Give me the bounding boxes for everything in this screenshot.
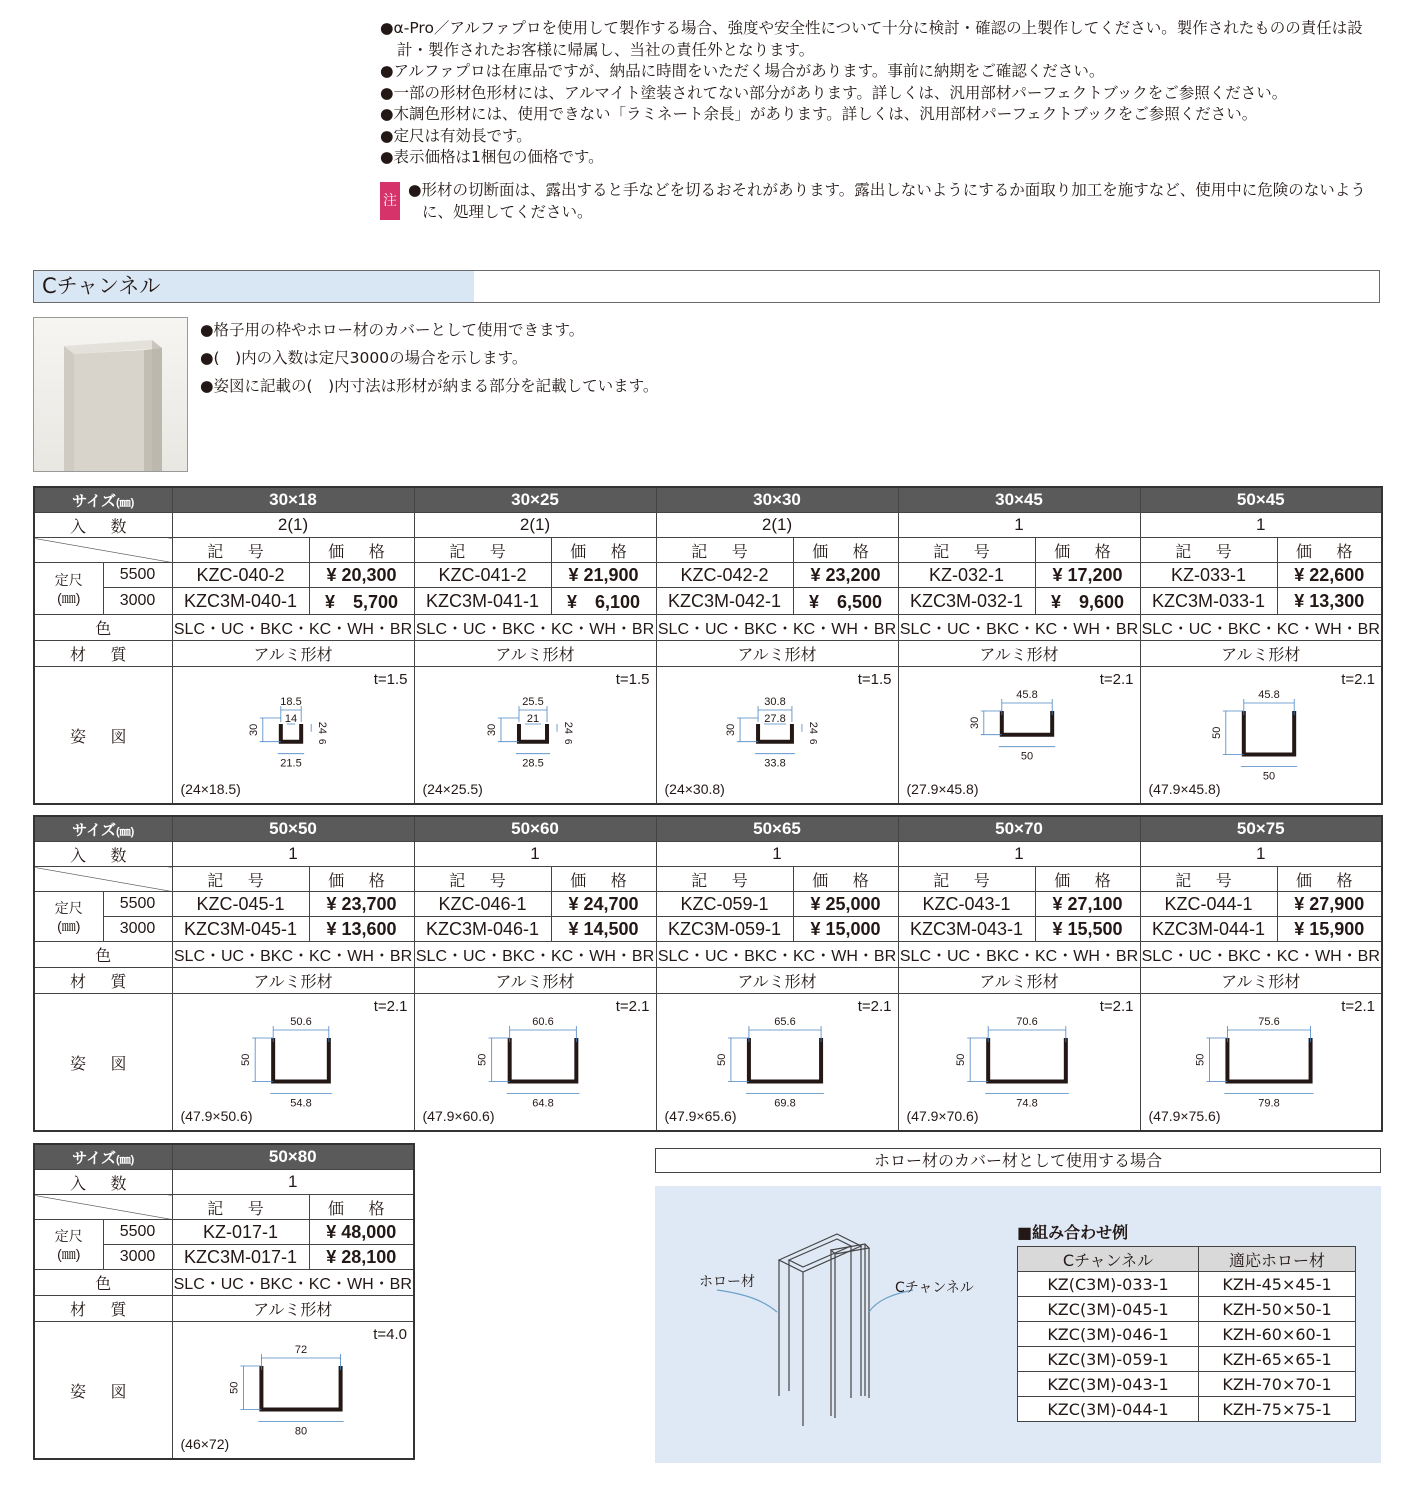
code-header: 記 号 [1140, 538, 1277, 563]
dim-top: 70.6 [1015, 1016, 1038, 1028]
teishaku-unit: (㎜) [57, 589, 81, 606]
combo-cell: KZC(3M)-046-1 [1018, 1322, 1199, 1347]
combo-cell: KZC(3M)-043-1 [1018, 1372, 1199, 1397]
product-price: ¥ 27,100 [1035, 892, 1140, 917]
material-value: アルミ形材 [172, 641, 414, 667]
qty-value: 1 [1140, 513, 1382, 538]
intro-line: ●( )内の入数は定尺3000の場合を示します。 [200, 349, 528, 367]
thickness: t=1.5 [615, 671, 650, 688]
qty-value: 1 [898, 513, 1140, 538]
product-price: ¥ 27,900 [1277, 892, 1382, 917]
note-line: ●一部の形材色形材には、アルマイト塗装されてない部分があります。詳しくは、汎用部材パーフェクトブックをご参照ください。 [380, 83, 1288, 102]
material-value: アルミ形材 [898, 968, 1140, 994]
product-code: KZC3M-059-1 [656, 917, 793, 942]
dim-height: 50 [954, 1053, 967, 1066]
size-value: 50×70 [898, 816, 1140, 842]
dim-bottom: 50 [1020, 750, 1033, 763]
spec-table [33, 1143, 415, 1460]
size-value: 30×25 [414, 487, 656, 513]
size-value: 50×50 [172, 816, 414, 842]
combo-row [1018, 1397, 1356, 1422]
size-value: 30×18 [172, 487, 414, 513]
product-price: ¥ 23,700 [309, 892, 414, 917]
inner-dimension-note: (24×30.8) [664, 781, 725, 797]
color-value: SLC・UC・BKC・KC・WH・BR [898, 942, 1140, 968]
size-value: 30×45 [898, 487, 1140, 513]
thickness: t=2.1 [1099, 671, 1134, 688]
size-label [34, 1144, 172, 1170]
code-header: 記 号 [898, 538, 1035, 563]
qty-value: 1 [414, 842, 656, 867]
section-title: Cチャンネル [34, 271, 474, 302]
material-label: 材 質 [34, 1296, 172, 1322]
profile-figure [172, 994, 414, 1132]
dim-top: 75.6 [1257, 1016, 1280, 1028]
price-header: 価 格 [1277, 867, 1382, 892]
product-code: KZ-032-1 [898, 563, 1035, 588]
color-value: SLC・UC・BKC・KC・WH・BR [1140, 615, 1382, 641]
product-code: KZC3M-032-1 [898, 588, 1035, 615]
teishaku-text: 定尺 [54, 1227, 83, 1244]
inner-dimension-note: (24×18.5) [180, 781, 241, 797]
qty-value: 2(1) [656, 513, 898, 538]
product-code: KZC3M-045-1 [172, 917, 309, 942]
corner-cell [34, 867, 172, 892]
inner-dimension-note: (47.9×45.8) [1148, 781, 1221, 797]
dim-inner-height: 24 [806, 721, 819, 734]
color-value: SLC・UC・BKC・KC・WH・BR [172, 942, 414, 968]
price-header: 価 格 [309, 867, 414, 892]
qty-value: 1 [172, 1170, 414, 1195]
dim-bottom: 64.8 [531, 1097, 554, 1110]
size-label [34, 816, 172, 842]
dim-bottom: 80 [294, 1425, 307, 1438]
channel-profile [758, 724, 792, 742]
channel-profile [261, 1366, 340, 1410]
combo-cell: KZ(C3M)-033-1 [1018, 1272, 1199, 1297]
combo-cell: KZH-60×60-1 [1199, 1322, 1356, 1347]
product-code: KZ-017-1 [172, 1220, 309, 1245]
dim-height: 50 [239, 1053, 252, 1066]
dim-bottom: 69.8 [773, 1097, 796, 1110]
figure-label: 姿 図 [34, 1322, 172, 1460]
length-3000: 3000 [103, 917, 172, 942]
product-price: ¥ 15,900 [1277, 917, 1382, 942]
size-value: 50×60 [414, 816, 656, 842]
dim-inner: 14 [284, 713, 297, 725]
dim-height: 50 [1193, 1053, 1206, 1066]
product-price: ¥ 14,500 [551, 917, 656, 942]
profile-figure [1140, 994, 1382, 1132]
product-price: ¥ 6,500 [793, 588, 898, 615]
teishaku-label [34, 563, 103, 615]
channel-profile [518, 724, 546, 742]
product-code: KZC3M-044-1 [1140, 917, 1277, 942]
profile-figure [414, 994, 656, 1132]
combo-cell: KZC(3M)-045-1 [1018, 1297, 1199, 1322]
channel-profile [748, 1038, 820, 1082]
product-code: KZC-045-1 [172, 892, 309, 917]
price-header: 価 格 [1277, 538, 1382, 563]
product-code: KZC-044-1 [1140, 892, 1277, 917]
note-line: ●アルファプロは在庫品ですが、納品に時間をいただく場合があります。事前に納期をご確認ください。 [380, 62, 1105, 80]
size-text: サイズ [72, 492, 116, 510]
code-header: 記 号 [656, 867, 793, 892]
code-header: 記 号 [172, 1195, 309, 1220]
dim-top: 18.5 [279, 696, 302, 708]
note-line: ●木調色形材には、使用できない「ラミネート余長」があります。詳しくは、汎用部材パーフェクトブックをご参照ください。 [380, 105, 1258, 123]
material-value: アルミ形材 [414, 641, 656, 667]
combo-cell: KZH-45×45-1 [1199, 1272, 1356, 1297]
color-label: 色 [34, 1270, 172, 1296]
color-value: SLC・UC・BKC・KC・WH・BR [172, 615, 414, 641]
intro-line: ●姿図に記載の( )内寸法は形材が納まる部分を記載しています。 [200, 377, 659, 395]
warning-block [380, 180, 1385, 223]
dim-bottom: 21.5 [279, 757, 302, 770]
label-hollow: ホロー材 [699, 1274, 755, 1290]
inner-dimension-note: (24×25.5) [422, 781, 483, 797]
dim-inner-height: 24 [315, 721, 328, 734]
teishaku-text: 定尺 [54, 571, 83, 588]
price-header: 価 格 [551, 538, 656, 563]
qty-value: 2(1) [172, 513, 414, 538]
dim-bottom: 28.5 [521, 757, 544, 770]
product-price: ¥ 5,700 [309, 588, 414, 615]
profile-figure [898, 667, 1140, 805]
price-header: 価 格 [1035, 538, 1140, 563]
thickness: t=2.1 [1099, 998, 1134, 1015]
combo-cell: KZH-75×75-1 [1199, 1397, 1356, 1422]
product-price: ¥ 13,300 [1277, 588, 1382, 615]
figure-label: 姿 図 [34, 667, 172, 805]
code-header: 記 号 [414, 867, 551, 892]
note-line: ●定尺は有効長です。 [380, 126, 532, 145]
code-header: 記 号 [1140, 867, 1277, 892]
teishaku-unit: (㎜) [57, 1245, 81, 1262]
size-value: 50×45 [1140, 487, 1382, 513]
combo-cell: KZH-70×70-1 [1199, 1372, 1356, 1397]
qty-value: 1 [172, 842, 414, 867]
material-label: 材 質 [34, 641, 172, 667]
channel-profile [509, 1038, 576, 1082]
code-header: 記 号 [414, 538, 551, 563]
size-text: サイズ [72, 821, 116, 839]
spec-table [33, 815, 1383, 1132]
teishaku-unit: (㎜) [57, 917, 81, 934]
combo-title: ■組み合わせ例 [1017, 1223, 1129, 1242]
cover-title: ホロー材のカバー材として使用する場合 [655, 1148, 1381, 1173]
color-value: SLC・UC・BKC・KC・WH・BR [414, 942, 656, 968]
product-code: KZC-041-2 [414, 563, 551, 588]
profile-figure [898, 994, 1140, 1132]
inner-dimension-note: (47.9×65.6) [664, 1108, 737, 1124]
material-value: アルミ形材 [656, 641, 898, 667]
price-header: 価 格 [551, 867, 656, 892]
product-price: ¥ 20,300 [309, 563, 414, 588]
qty-value: 2(1) [414, 513, 656, 538]
combo-header: Cチャンネル [1018, 1247, 1199, 1272]
dim-inner-height: 24 [561, 721, 574, 734]
product-code: KZC-043-1 [898, 892, 1035, 917]
product-code: KZC3M-033-1 [1140, 588, 1277, 615]
profile-figure [414, 667, 656, 805]
thickness: t=4.0 [373, 1326, 407, 1343]
dim-bottom: 33.8 [763, 757, 786, 770]
qty-label: 入 数 [34, 513, 172, 538]
material-value: アルミ形材 [898, 641, 1140, 667]
thickness: t=1.5 [857, 671, 892, 688]
material-value: アルミ形材 [1140, 641, 1382, 667]
product-code: KZC3M-041-1 [414, 588, 551, 615]
notes-block [380, 18, 1385, 169]
color-value: SLC・UC・BKC・KC・WH・BR [414, 615, 656, 641]
dim-top: 72 [294, 1344, 307, 1356]
color-value: SLC・UC・BKC・KC・WH・BR [656, 615, 898, 641]
channel-profile [1001, 711, 1051, 735]
material-value: アルミ形材 [1140, 968, 1382, 994]
inner-dimension-note: (46×72) [180, 1436, 230, 1452]
color-value: SLC・UC・BKC・KC・WH・BR [656, 942, 898, 968]
note-line: ●表示価格は1梱包の価格です。 [380, 148, 604, 166]
corner-cell [34, 1195, 172, 1220]
price-header: 価 格 [309, 1195, 414, 1220]
product-price: ¥ 13,600 [309, 917, 414, 942]
size-unit: (㎜) [115, 496, 135, 509]
product-price: ¥ 9,600 [1035, 588, 1140, 615]
size-value: 50×75 [1140, 816, 1382, 842]
product-price: ¥ 25,000 [793, 892, 898, 917]
product-code: KZC3M-017-1 [172, 1245, 309, 1270]
dim-bottom: 50 [1262, 770, 1275, 783]
figure-label: 姿 図 [34, 994, 172, 1132]
inner-dimension-note: (47.9×50.6) [180, 1108, 253, 1124]
color-label: 色 [34, 942, 172, 968]
thickness: t=2.1 [1341, 998, 1375, 1015]
dim-top: 30.8 [763, 696, 786, 708]
qty-value: 1 [1140, 842, 1382, 867]
dim-top: 45.8 [1015, 689, 1038, 701]
material-value: アルミ形材 [656, 968, 898, 994]
product-code: KZ-033-1 [1140, 563, 1277, 588]
dim-height: 50 [476, 1053, 489, 1066]
product-price: ¥ 15,000 [793, 917, 898, 942]
combo-row [1018, 1297, 1356, 1322]
color-value: SLC・UC・BKC・KC・WH・BR [172, 1270, 414, 1296]
dim-inner: 21 [526, 713, 539, 725]
color-value: SLC・UC・BKC・KC・WH・BR [1140, 942, 1382, 968]
profile-figure [656, 667, 898, 805]
thickness: t=2.1 [615, 998, 650, 1015]
dim-bottom: 54.8 [289, 1097, 312, 1110]
dim-lip: 6 [561, 738, 573, 745]
product-code: KZC-040-2 [172, 563, 309, 588]
price-header: 価 格 [793, 538, 898, 563]
channel-profile [1243, 711, 1293, 755]
cover-illustration [655, 1186, 1015, 1463]
qty-label: 入 数 [34, 1170, 172, 1195]
dim-inner: 27.8 [763, 713, 786, 725]
dim-bottom: 74.8 [1015, 1097, 1038, 1110]
dim-height: 30 [247, 723, 260, 736]
combo-cell: KZH-65×65-1 [1199, 1347, 1356, 1372]
dim-bottom: 79.8 [1257, 1097, 1280, 1110]
length-3000: 3000 [103, 588, 172, 615]
profile-figure [172, 1322, 414, 1460]
length-3000: 3000 [103, 1245, 172, 1270]
size-value: 30×30 [656, 487, 898, 513]
product-code: KZC3M-043-1 [898, 917, 1035, 942]
combo-header: 適応ホロー材 [1199, 1247, 1356, 1272]
combo-cell: KZC(3M)-059-1 [1018, 1347, 1199, 1372]
product-price: ¥ 15,500 [1035, 917, 1140, 942]
warning-badge: 注 [380, 182, 400, 220]
product-code: KZC-046-1 [414, 892, 551, 917]
product-code: KZC3M-040-1 [172, 588, 309, 615]
product-price: ¥ 17,200 [1035, 563, 1140, 588]
material-value: アルミ形材 [172, 1296, 414, 1322]
dim-top: 65.6 [773, 1016, 796, 1028]
dim-height: 30 [485, 723, 498, 736]
thickness: t=2.1 [373, 998, 408, 1015]
length-5500: 5500 [103, 892, 172, 917]
combo-cell: KZH-50×50-1 [1199, 1297, 1356, 1322]
combo-row [1018, 1347, 1356, 1372]
profile-figure [656, 994, 898, 1132]
code-header: 記 号 [898, 867, 1035, 892]
label-channel: Cチャンネル [895, 1280, 974, 1296]
intro-notes [200, 316, 658, 400]
material-value: アルミ形材 [414, 968, 656, 994]
length-5500: 5500 [103, 563, 172, 588]
product-photo [33, 317, 188, 472]
product-price: ¥ 48,000 [309, 1220, 414, 1245]
product-code: KZC-059-1 [656, 892, 793, 917]
dim-top: 50.6 [289, 1016, 312, 1028]
dim-height: 50 [227, 1381, 240, 1394]
teishaku-label [34, 1220, 103, 1270]
section-header [33, 270, 1380, 303]
price-header: 価 格 [1035, 867, 1140, 892]
note-line: ●α-Pro／アルファプロを使用して製作する場合、強度や安全性について十分に検討・確認の上製作してください。製作されたものの責任は設計・製作されたお客様に帰属し、当社の責任外となります。 [380, 19, 1363, 59]
dim-height: 50 [715, 1053, 728, 1066]
dim-height: 30 [724, 723, 737, 736]
size-value: 50×65 [656, 816, 898, 842]
length-5500: 5500 [103, 1220, 172, 1245]
material-value: アルミ形材 [172, 968, 414, 994]
inner-dimension-note: (47.9×75.6) [1148, 1108, 1221, 1124]
inner-dimension-note: (47.9×70.6) [906, 1108, 979, 1124]
color-label: 色 [34, 615, 172, 641]
dim-lip: 6 [806, 738, 818, 745]
inner-dimension-note: (27.9×45.8) [906, 781, 979, 797]
qty-value: 1 [656, 842, 898, 867]
price-header: 価 格 [793, 867, 898, 892]
thickness: t=2.1 [857, 998, 892, 1015]
channel-profile [280, 724, 300, 742]
combo-row [1018, 1272, 1356, 1297]
size-unit: (㎜) [115, 825, 135, 838]
teishaku-label [34, 892, 103, 942]
product-code: KZC3M-042-1 [656, 588, 793, 615]
dim-top: 45.8 [1257, 689, 1280, 701]
teishaku-text: 定尺 [54, 899, 83, 916]
dim-top: 25.5 [521, 696, 544, 708]
channel-profile [1227, 1038, 1310, 1082]
product-price: ¥ 24,700 [551, 892, 656, 917]
combo-table [1017, 1246, 1356, 1422]
size-text: サイズ [72, 1149, 116, 1167]
size-label [34, 487, 172, 513]
dim-height: 30 [968, 716, 981, 729]
product-price: ¥ 23,200 [793, 563, 898, 588]
combo-cell: KZC(3M)-044-1 [1018, 1397, 1199, 1422]
thickness: t=1.5 [373, 671, 408, 688]
size-unit: (㎜) [115, 1153, 135, 1166]
product-code: KZC-042-2 [656, 563, 793, 588]
product-code: KZC3M-046-1 [414, 917, 551, 942]
thickness: t=2.1 [1341, 671, 1375, 688]
product-price: ¥ 28,100 [309, 1245, 414, 1270]
warning-text: ●形材の切断面は、露出すると手などを切るおそれがあります。露出しないようにするか面取り加工を施すなど、使用中に危険のないように、処理してください。 [408, 181, 1366, 221]
channel-profile [988, 1038, 1066, 1082]
qty-value: 1 [898, 842, 1140, 867]
color-value: SLC・UC・BKC・KC・WH・BR [898, 615, 1140, 641]
material-label: 材 質 [34, 968, 172, 994]
code-header: 記 号 [172, 867, 309, 892]
size-value: 50×80 [172, 1144, 414, 1170]
intro-line: ●格子用の枠やホロー材のカバーとして使用できます。 [200, 321, 585, 339]
product-price: ¥ 6,100 [551, 588, 656, 615]
product-price: ¥ 21,900 [551, 563, 656, 588]
code-header: 記 号 [656, 538, 793, 563]
price-header: 価 格 [309, 538, 414, 563]
combo-row [1018, 1372, 1356, 1397]
dim-height: 50 [1210, 726, 1223, 739]
inner-dimension-note: (47.9×60.6) [422, 1108, 495, 1124]
dim-top: 60.6 [531, 1016, 554, 1028]
spec-table [33, 486, 1383, 805]
combo-row [1018, 1322, 1356, 1347]
code-header: 記 号 [172, 538, 309, 563]
product-price: ¥ 22,600 [1277, 563, 1382, 588]
profile-figure [1140, 667, 1382, 805]
qty-label: 入 数 [34, 842, 172, 867]
corner-cell [34, 538, 172, 563]
dim-lip: 6 [315, 738, 327, 745]
channel-profile [273, 1038, 329, 1082]
profile-figure [172, 667, 414, 805]
